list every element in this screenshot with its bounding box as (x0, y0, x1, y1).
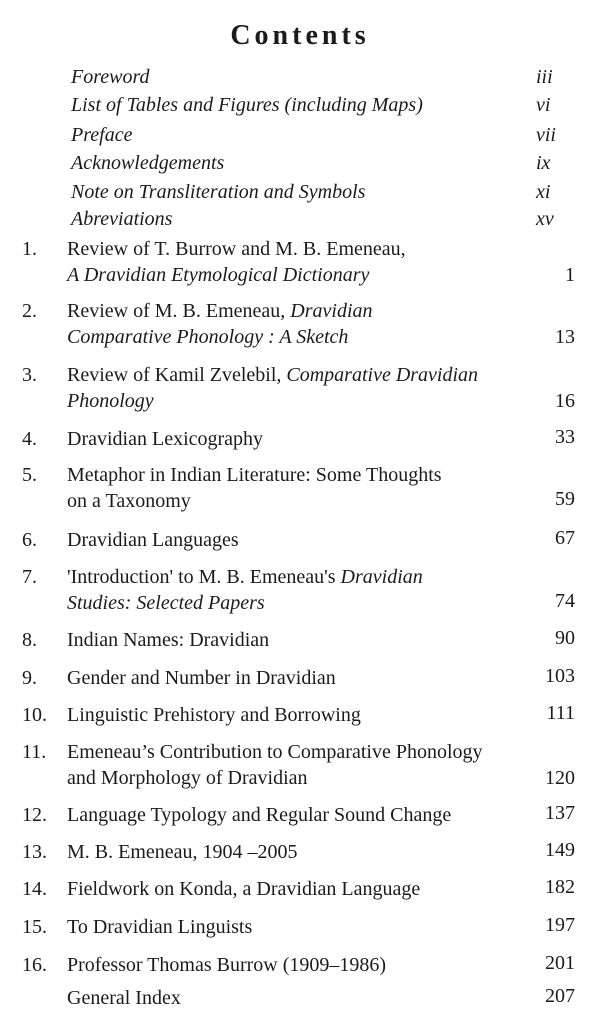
index-page: 207 (545, 985, 575, 1007)
toc-entry-title: Preface (71, 124, 133, 146)
chapter-title-line: Fieldwork on Konda, a Dravidian Language (67, 878, 421, 900)
toc-entry (71, 123, 591, 147)
chapter-title-line: Indian Names: Dravidian (67, 629, 270, 651)
chapter-title-line: Metaphor in Indian Literature: Some Thoughts (67, 464, 442, 486)
chapter-number: 3. (22, 364, 37, 386)
toc-entry (71, 180, 591, 204)
chapter-title-line: Dravidian Languages (67, 529, 239, 551)
index-title: General Index (67, 987, 181, 1009)
chapter-title-italic: Comparative Dravidian (286, 364, 479, 386)
chapter-page: 1 (565, 264, 575, 286)
chapter-title-line: Dravidian Lexicography (67, 428, 264, 450)
toc-entry-title: Abreviations (71, 208, 173, 230)
chapter-title-line: Studies: Selected Papers (67, 592, 265, 614)
chapter-title-line: Gender and Number in Dravidian (67, 667, 336, 689)
chapter-title-line: Phonology (67, 390, 154, 412)
chapter-page: 120 (545, 767, 575, 789)
chapter-number: 4. (22, 428, 37, 450)
chapter-number: 7. (22, 566, 37, 588)
chapter-number: 5. (22, 464, 37, 486)
chapter-number: 1. (22, 238, 37, 260)
toc-entry-page: xv (536, 208, 554, 230)
chapter-title-line: Language Typology and Regular Sound Change (67, 804, 452, 826)
toc-entry-page: vi (536, 94, 551, 116)
chapter-page: 149 (545, 839, 575, 861)
chapter-title-line: Linguistic Prehistory and Borrowing (67, 704, 361, 726)
chapter-number: 12. (22, 804, 47, 826)
chapter-title-text: Review of M. B. Emeneau, (67, 300, 291, 322)
chapter-number: 14. (22, 878, 47, 900)
chapter-number: 8. (22, 629, 37, 651)
chapter-page: 13 (555, 326, 575, 348)
chapter-page: 16 (555, 390, 575, 412)
chapter-title-line: Emeneau’s Contribution to Comparative Phonology (67, 741, 483, 763)
chapter-page: 137 (545, 802, 575, 824)
chapter-title-line: Review of T. Burrow and M. B. Emeneau, (67, 238, 406, 260)
chapter-title-line: A Dravidian Etymological Dictionary (67, 264, 370, 286)
toc-entry-page: vii (536, 124, 556, 146)
chapter-page: 33 (555, 426, 575, 448)
chapter-page: 103 (545, 665, 575, 687)
chapter-title-text: 'Introduction' to M. B. Emeneau's (67, 566, 341, 588)
toc-entry-title: Note on Transliteration and Symbols (71, 181, 366, 203)
chapter-page: 74 (555, 590, 575, 612)
chapter-title-italic: Dravidian (340, 566, 423, 588)
chapter-page: 197 (545, 914, 575, 936)
toc-entry-page: iii (536, 66, 553, 88)
toc-entry-page: xi (536, 181, 551, 203)
chapter-title-line: To Dravidian Linguists (67, 916, 253, 938)
toc-entry-page: ix (536, 152, 551, 174)
chapter-title-line: Professor Thomas Burrow (1909–1986) (67, 954, 387, 976)
chapter-number: 2. (22, 300, 37, 322)
toc-entry (71, 207, 591, 231)
chapter-number: 15. (22, 916, 47, 938)
chapter-title-line: M. B. Emeneau, 1904 –2005 (67, 841, 298, 863)
toc-entry-title: Foreword (71, 66, 150, 88)
chapter-number: 13. (22, 841, 47, 863)
chapter-number: 11. (22, 741, 47, 763)
toc-entry (71, 93, 591, 117)
chapter-page: 201 (545, 952, 575, 974)
chapter-title-line: and Morphology of Dravidian (67, 767, 308, 789)
toc-entry-title: Acknowledgements (71, 152, 225, 174)
chapter-page: 90 (555, 627, 575, 649)
chapter-number: 6. (22, 529, 37, 551)
chapter-page: 182 (545, 876, 575, 898)
chapter-number: 16. (22, 954, 47, 976)
chapter-title-line: on a Taxonomy (67, 490, 191, 512)
page-title: Contents (230, 20, 370, 51)
chapter-number: 9. (22, 667, 37, 689)
chapter-title-line: Comparative Phonology : A Sketch (67, 326, 349, 348)
toc-entry (71, 151, 591, 175)
chapter-page: 111 (546, 702, 575, 724)
chapter-title-italic: Dravidian (290, 300, 373, 322)
toc-entry-title: List of Tables and Figures (including Maps) (71, 94, 423, 116)
chapter-title-text: Review of Kamil Zvelebil, (67, 364, 287, 386)
chapter-number: 10. (22, 704, 47, 726)
chapter-page: 59 (555, 488, 575, 510)
chapter-page: 67 (555, 527, 575, 549)
toc-entry (71, 65, 591, 89)
